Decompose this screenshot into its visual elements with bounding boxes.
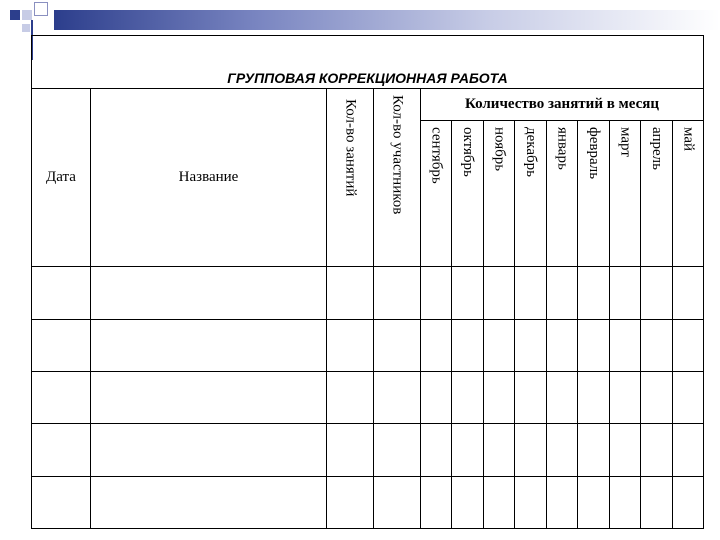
table-cell[interactable] xyxy=(374,476,421,528)
table-cell[interactable] xyxy=(641,319,673,371)
table-cell[interactable] xyxy=(452,476,484,528)
header-name: Название xyxy=(91,89,327,267)
header-date: Дата xyxy=(32,89,91,267)
table-cell[interactable] xyxy=(421,424,452,476)
table-row xyxy=(32,267,704,319)
table-cell[interactable] xyxy=(32,372,91,424)
table-title-cell xyxy=(32,36,704,89)
table-cell[interactable] xyxy=(327,476,374,528)
table-cell[interactable] xyxy=(421,476,452,528)
table-cell[interactable] xyxy=(547,267,578,319)
month-label: сентябрь xyxy=(428,126,445,184)
table-cell[interactable] xyxy=(374,267,421,319)
table-cell[interactable] xyxy=(484,424,515,476)
table-cell[interactable] xyxy=(610,476,641,528)
table-cell[interactable] xyxy=(91,267,327,319)
table-cell[interactable] xyxy=(578,372,610,424)
table-cell[interactable] xyxy=(610,267,641,319)
table-cell[interactable] xyxy=(515,267,547,319)
header-participants-count xyxy=(374,89,421,267)
table-cell[interactable] xyxy=(452,267,484,319)
table-cell[interactable] xyxy=(374,424,421,476)
header-monthly-group: Количество занятий в месяц xyxy=(421,89,704,120)
header-month xyxy=(484,120,515,267)
table-cell[interactable] xyxy=(484,372,515,424)
month-label: май xyxy=(680,126,697,151)
table-cell[interactable] xyxy=(91,372,327,424)
month-label: март xyxy=(617,126,634,157)
decor-square-outline xyxy=(34,2,48,16)
table-cell[interactable] xyxy=(515,372,547,424)
header-sessions-count-label: Кол-во занятий xyxy=(342,99,359,197)
table-cell[interactable] xyxy=(578,424,610,476)
header-sessions-count xyxy=(327,89,374,267)
table-cell[interactable] xyxy=(421,372,452,424)
table-cell[interactable] xyxy=(547,424,578,476)
table-cell[interactable] xyxy=(452,319,484,371)
table-cell[interactable] xyxy=(32,319,91,371)
header-participants-count-label: Кол-во участников xyxy=(389,95,406,215)
month-label: апрель xyxy=(649,126,665,170)
table-cell[interactable] xyxy=(547,319,578,371)
table-cell[interactable] xyxy=(484,267,515,319)
table-cell[interactable] xyxy=(452,424,484,476)
table-cell[interactable] xyxy=(641,372,673,424)
month-label: декабрь xyxy=(523,126,539,177)
month-label: январь xyxy=(554,126,571,170)
header-month xyxy=(641,120,673,267)
table-cell[interactable] xyxy=(91,319,327,371)
table-cell[interactable] xyxy=(421,319,452,371)
header-month xyxy=(547,120,578,267)
table-cell[interactable] xyxy=(374,372,421,424)
table-cell[interactable] xyxy=(641,267,673,319)
table-cell[interactable] xyxy=(327,424,374,476)
table-cell[interactable] xyxy=(484,319,515,371)
decor-square-navy xyxy=(10,10,20,20)
table-cell[interactable] xyxy=(641,424,673,476)
table-cell[interactable] xyxy=(515,319,547,371)
table-cell[interactable] xyxy=(32,267,91,319)
table-cell[interactable] xyxy=(673,267,704,319)
header-month xyxy=(452,120,484,267)
table-cell[interactable] xyxy=(327,267,374,319)
header-month xyxy=(515,120,547,267)
table-cell[interactable] xyxy=(374,319,421,371)
table-cell[interactable] xyxy=(547,476,578,528)
correction-work-table xyxy=(31,35,704,529)
table-cell[interactable] xyxy=(578,476,610,528)
header-month xyxy=(578,120,610,267)
decor-square-light-small xyxy=(22,24,30,32)
table-cell[interactable] xyxy=(515,476,547,528)
table-row xyxy=(32,372,704,424)
header-gradient-band xyxy=(54,10,720,30)
table-row xyxy=(32,319,704,371)
decor-square-light xyxy=(22,10,32,20)
table-cell[interactable] xyxy=(484,476,515,528)
table-cell[interactable] xyxy=(547,372,578,424)
table-cell[interactable] xyxy=(421,267,452,319)
table-cell[interactable] xyxy=(673,319,704,371)
table-cell[interactable] xyxy=(91,424,327,476)
header-month xyxy=(610,120,641,267)
table-cell[interactable] xyxy=(610,424,641,476)
header-month xyxy=(421,120,452,267)
month-label: октябрь xyxy=(460,126,476,177)
table-cell[interactable] xyxy=(578,267,610,319)
table-cell[interactable] xyxy=(327,372,374,424)
month-label: февраль xyxy=(586,126,602,179)
table-cell[interactable] xyxy=(610,372,641,424)
table-cell[interactable] xyxy=(673,424,704,476)
table-cell[interactable] xyxy=(641,476,673,528)
table-row xyxy=(32,424,704,476)
table-cell[interactable] xyxy=(91,476,327,528)
table-cell[interactable] xyxy=(673,476,704,528)
table-cell[interactable] xyxy=(610,319,641,371)
table-title: ГРУППОВАЯ КОРРЕКЦИОННАЯ РАБОТА xyxy=(227,70,508,87)
header-month xyxy=(673,120,704,267)
table-cell[interactable] xyxy=(578,319,610,371)
table-cell[interactable] xyxy=(32,424,91,476)
table-cell[interactable] xyxy=(673,372,704,424)
table-cell[interactable] xyxy=(32,476,91,528)
table-cell[interactable] xyxy=(327,319,374,371)
month-label: ноябрь xyxy=(491,126,508,171)
table-cell[interactable] xyxy=(452,372,484,424)
table-cell[interactable] xyxy=(515,424,547,476)
table-row xyxy=(32,476,704,528)
